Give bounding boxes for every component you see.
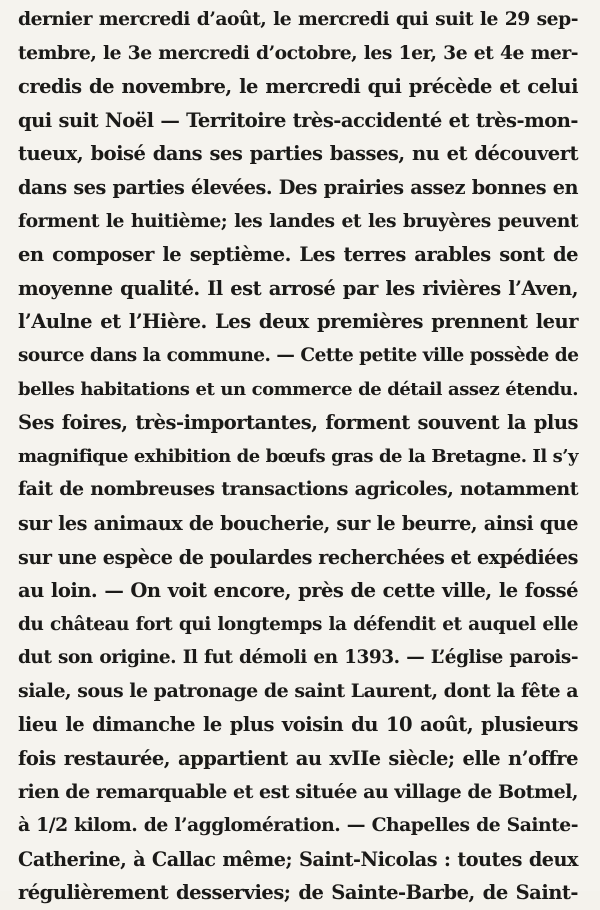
text-line: dut son origine. Il fut démoli en 1393. — L’église parois- [18,647,578,669]
text-line: qui suit Noël — Territoire très-accidenté et très-mon- [18,108,578,132]
text-line: Catherine, à Callac même; Saint-Nicolas : toutes deux [18,847,578,871]
text-line: régulièrement desservies; de Sainte-Barbe, de Saint- [18,881,578,905]
text-line: fois restaurée, appartient au xvIIe siècle; elle n’offre [18,747,578,771]
text-line: sur une espèce de poulardes recherchées et expédiées [18,545,578,569]
text-line: à 1/2 kilom. de l’agglomération. — Chapelles de Sainte- [18,814,578,837]
text-line: rien de remarquable et est située au village de Botmel, [18,780,578,803]
text-line: dans ses parties élevées. Des prairies assez bonnes en [18,175,578,199]
text-line: magnifique exhibition de bœufs gras de la Bretagne. Il s’y [18,445,578,467]
text-line: en composer le septième. Les terres arables sont de [18,243,578,267]
text-line: belles habitations et un commerce de détail assez étendu. [18,378,578,400]
text-line: tembre, le 3e mercredi d’octobre, les 1er, 3e et 4e mer- [18,41,578,64]
text-line: Ses foires, très-importantes, forment souvent la plus [18,411,578,435]
text-line: source dans la commune. — Cette petite ville possède de [18,344,579,366]
text-line: tueux, boisé dans ses parties basses, nu et découvert [18,142,578,166]
text-line: credis de novembre, le mercredi qui précède et celui [18,75,578,99]
text-line: lieu le dimanche le plus voisin du 10 août, plusieurs [18,713,578,737]
text-line: fait de nombreuses transactions agricoles, notamment [18,478,578,501]
body-text [18,3,578,910]
text-line: moyenne qualité. Il est arrosé par les rivières l’Aven, [18,276,578,300]
text-line: sur les animaux de boucherie, sur le beurre, ainsi que [18,511,578,535]
text-line: dernier mercredi d’août, le mercredi qui suit le 29 sep- [18,8,578,30]
text-line: du château fort qui longtemps la défendit et auquel elle [18,613,578,635]
text-line: siale, sous le patronage de saint Laurent, dont la fête a [18,679,579,702]
text-line: forment le huitième; les landes et les bruyères peuvent [18,209,578,232]
text-line: l’Aulne et l’Hière. Les deux premières prennent leur [18,310,578,334]
text-line: au loin. — On voit encore, près de cette ville, le fossé [18,579,578,603]
